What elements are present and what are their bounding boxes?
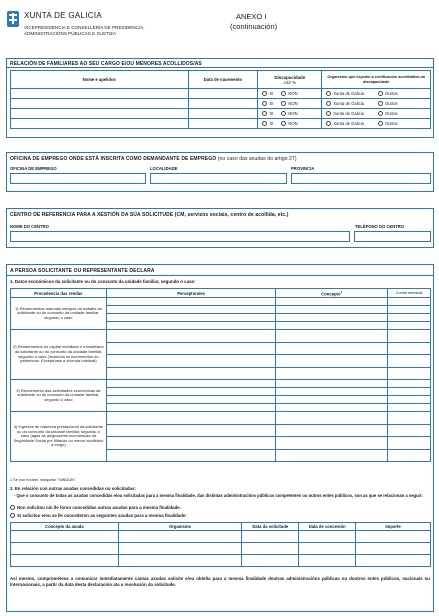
concept-cell[interactable] bbox=[276, 396, 388, 404]
col-birth: Data de nacemento bbox=[188, 71, 258, 89]
earner-cell[interactable] bbox=[106, 342, 276, 355]
locality-input[interactable] bbox=[150, 173, 287, 184]
yes-radio[interactable] bbox=[10, 513, 15, 518]
none-radio[interactable] bbox=[10, 505, 15, 510]
birth-cell[interactable] bbox=[188, 119, 258, 129]
phone-input[interactable] bbox=[354, 231, 431, 242]
monthly-cell[interactable] bbox=[388, 396, 431, 404]
org-xunta-radio[interactable] bbox=[326, 101, 331, 106]
footnote: 1 Se non houber, indíquese "NINGÚN". bbox=[10, 478, 77, 482]
col-monthly: Contía mensual bbox=[388, 289, 431, 298]
earner-cell[interactable] bbox=[106, 355, 276, 368]
col-name: Nome e apelidos bbox=[11, 71, 189, 89]
income-row-4 bbox=[11, 412, 431, 425]
col-earner: Perceptora/es bbox=[106, 289, 276, 298]
org-other-radio[interactable] bbox=[378, 101, 383, 106]
earner-cell[interactable] bbox=[106, 330, 276, 343]
aid-col-concept: Concepto da axuda bbox=[11, 523, 119, 531]
family-row: SI NON Xunta de Galicia Outros bbox=[11, 99, 431, 109]
org-other-radio[interactable] bbox=[378, 121, 383, 126]
concept-cell[interactable] bbox=[276, 424, 388, 437]
aid-row bbox=[11, 555, 431, 567]
birth-cell[interactable] bbox=[188, 109, 258, 119]
family-row: SI NON Xunta de Galicia Outros bbox=[11, 89, 431, 99]
name-cell[interactable] bbox=[11, 109, 189, 119]
phone-label: TELÉFONO DO CENTRO bbox=[355, 224, 405, 229]
earner-cell[interactable] bbox=[106, 449, 276, 462]
annex-title: ANEXO I bbox=[236, 12, 267, 21]
col-org: Organismo que expedíu a certificación acreditativa da discapacidade bbox=[322, 71, 431, 89]
concept-cell[interactable] bbox=[276, 314, 388, 322]
monthly-cell[interactable] bbox=[388, 355, 431, 368]
family-table bbox=[10, 70, 431, 129]
family-row: SI NON Xunta de Galicia Outros bbox=[11, 109, 431, 119]
earner-cell[interactable] bbox=[106, 306, 276, 314]
aid-col-organism: Organismo bbox=[118, 523, 242, 531]
center-label: NOME DO CENTRO bbox=[10, 224, 49, 229]
family-row: SI NON Xunta de Galicia Outros bbox=[11, 119, 431, 129]
concept-cell[interactable] bbox=[276, 380, 388, 388]
birth-cell[interactable] bbox=[188, 89, 258, 99]
earner-cell[interactable] bbox=[106, 314, 276, 322]
disability-no-radio[interactable] bbox=[281, 101, 286, 106]
monthly-cell[interactable] bbox=[388, 342, 431, 355]
aid-row bbox=[11, 543, 431, 555]
monthly-cell[interactable] bbox=[388, 322, 431, 330]
disability-yes-radio[interactable] bbox=[262, 91, 267, 96]
earner-cell[interactable] bbox=[106, 396, 276, 404]
closing-text: Así mesmo, comprométese a comunicar inmediatamente cantas axudas solicite e/ou obteña para a mesma finalidade doutras administracións públicas ou doutros entes públicos, nacionais ou internacionais, a partir da data desta declaración ata a resolución da solicitude. bbox=[10, 576, 430, 587]
monthly-cell[interactable] bbox=[388, 404, 431, 412]
earner-cell[interactable] bbox=[106, 367, 276, 380]
none-option: Non solicitou nin lle foron concedidas outras axudas para a mesma finalidade. bbox=[10, 505, 181, 510]
birth-cell[interactable] bbox=[188, 99, 258, 109]
disability-yes-radio[interactable] bbox=[262, 111, 267, 116]
concept-cell[interactable] bbox=[276, 367, 388, 380]
annex-subtitle: (continuación) bbox=[230, 22, 278, 31]
org-other-radio[interactable] bbox=[378, 91, 383, 96]
concept-cell[interactable] bbox=[276, 298, 388, 306]
aid-row bbox=[11, 531, 431, 543]
aid-col-request-date: Data da solicitude bbox=[242, 523, 299, 531]
income-row-3 bbox=[11, 380, 431, 388]
monthly-cell[interactable] bbox=[388, 388, 431, 396]
concept-cell[interactable] bbox=[276, 342, 388, 355]
item2-text: 2. En relación con outras axudas concedidas ou solicitadas: bbox=[10, 486, 136, 491]
department-line-1: VICEPRESIDENCIA E CONSELLERÍA DE PRESIDENCIA, bbox=[24, 25, 145, 30]
monthly-cell[interactable] bbox=[388, 380, 431, 388]
locality-label: LOCALIDADE bbox=[150, 166, 178, 171]
concept-cell[interactable] bbox=[276, 412, 388, 425]
earner-cell[interactable] bbox=[106, 437, 276, 450]
reference-title: CENTRO DE REFERENCIA PARA A XESTIÓN DA SÚA SOLICITUDE (CM, servizos sociais, centro de acollida, etc.) bbox=[10, 212, 289, 218]
monthly-cell[interactable] bbox=[388, 314, 431, 322]
col-origin: Procedencia das rendas bbox=[11, 289, 107, 298]
monthly-cell[interactable] bbox=[388, 298, 431, 306]
earner-cell[interactable] bbox=[106, 388, 276, 396]
income-origin-2: 2) Rendementos do capital mobiliario e inmobiliario da solicitante ou do conxunto da unidade familiar, segundo o caso (incluíndo os incrementos do patrimonio. Exceptúase a vivenda habitual) bbox=[11, 330, 107, 380]
concept-cell[interactable] bbox=[276, 388, 388, 396]
income-origin-4: 4) Ingresos de natureza prestacional da solicitante ou do conxunto da unidade familiar, segundo o caso (agás as asignacións económicas da Seguridade Social por fillas/os ou menor acollida/o a cargo) bbox=[11, 412, 107, 462]
monthly-cell[interactable] bbox=[388, 412, 431, 425]
province-label: PROVINCIA bbox=[291, 166, 315, 171]
col-disability: Discapacidade ≥33 % bbox=[258, 71, 322, 89]
monthly-cell[interactable] bbox=[388, 367, 431, 380]
disability-yes-radio[interactable] bbox=[262, 101, 267, 106]
office-title: OFICINA DE EMPREGO ONDE ESTÁ INSCRITA COMO DEMANDANTE DE EMPREGO (no caso das axudas do artigo 27) bbox=[10, 156, 297, 162]
item2-description: - Que o conxunto de todas as axudas concedidas e/ou solicitadas para a mesma finalidade, das distintas administracións públicas competentes ou outros entes públicos, son as que se relacionan a seguir: bbox=[14, 493, 423, 498]
family-title: RELACIÓN DE FAMILIARES AO SEU CARGO E/OU MENORES ACOLLIDOS/AS bbox=[10, 61, 202, 67]
aid-table bbox=[10, 522, 431, 567]
name-cell[interactable] bbox=[11, 119, 189, 129]
item1-text: 1. Datos económicos da solicitante ou do conxunto da unidade familiar, segundo o caso: bbox=[10, 279, 196, 284]
income-origin-1: 1) Rendementos manuais íntegros do traballo da solicitante ou do conxunto da unidade familiar, segundo o caso bbox=[11, 298, 107, 330]
department-line-2: ADMINISTRACIÓNS PÚBLICAS E XUSTIZA bbox=[24, 31, 116, 36]
name-cell[interactable] bbox=[11, 99, 189, 109]
aid-col-grant-date: Data de concesión bbox=[299, 523, 356, 531]
concept-cell[interactable] bbox=[276, 437, 388, 450]
xunta-logo bbox=[6, 10, 20, 28]
family-title-rule bbox=[6, 67, 434, 68]
province-input[interactable] bbox=[291, 173, 431, 184]
monthly-cell[interactable] bbox=[388, 306, 431, 314]
org-xunta-radio[interactable] bbox=[326, 111, 331, 116]
org-xunta-radio[interactable] bbox=[326, 121, 331, 126]
concept-cell[interactable] bbox=[276, 404, 388, 412]
income-row-1 bbox=[11, 298, 431, 306]
concept-cell[interactable] bbox=[276, 449, 388, 462]
yes-option: Si solicitou e/ou se lle concederon as seguintes axudas para a mesma finalidade: bbox=[10, 513, 187, 518]
monthly-cell[interactable] bbox=[388, 330, 431, 343]
office-input[interactable] bbox=[10, 173, 146, 184]
disability-no-radio[interactable] bbox=[281, 121, 286, 126]
earner-cell[interactable] bbox=[106, 412, 276, 425]
earner-cell[interactable] bbox=[106, 322, 276, 330]
income-row-2 bbox=[11, 330, 431, 343]
concept-cell[interactable] bbox=[276, 355, 388, 368]
monthly-cell[interactable] bbox=[388, 437, 431, 450]
income-table bbox=[10, 288, 431, 462]
income-origin-3: 3) Rendemento das actividades económicas da solicitante ou do conxunto da unidade familiar, segundo o caso bbox=[11, 380, 107, 412]
office-label: OFICINA DE EMPREGO bbox=[10, 166, 57, 171]
earner-cell[interactable] bbox=[106, 380, 276, 388]
disability-no-radio[interactable] bbox=[281, 111, 286, 116]
concept-cell[interactable] bbox=[276, 330, 388, 343]
org-xunta-radio[interactable] bbox=[326, 91, 331, 96]
brand-name: XUNTA DE GALICIA bbox=[24, 11, 103, 20]
declaration-title: A PERSOA SOLICITANTE OU REPRESENTANTE DECLARA bbox=[10, 268, 155, 274]
aid-col-amount: Importe bbox=[356, 523, 431, 531]
center-input[interactable] bbox=[10, 231, 350, 242]
earner-cell[interactable] bbox=[106, 298, 276, 306]
xunta-shield-icon bbox=[6, 10, 20, 28]
concept-cell[interactable] bbox=[276, 306, 388, 314]
name-cell[interactable] bbox=[11, 89, 189, 99]
monthly-cell[interactable] bbox=[388, 424, 431, 437]
earner-cell[interactable] bbox=[106, 404, 276, 412]
disability-yes-radio[interactable] bbox=[262, 121, 267, 126]
earner-cell[interactable] bbox=[106, 424, 276, 437]
concept-cell[interactable] bbox=[276, 322, 388, 330]
disability-no-radio[interactable] bbox=[281, 91, 286, 96]
org-other-radio[interactable] bbox=[378, 111, 383, 116]
col-concept: Concepto$^1$ bbox=[276, 289, 388, 298]
declaration-title-rule bbox=[6, 275, 434, 276]
monthly-cell[interactable] bbox=[388, 449, 431, 462]
